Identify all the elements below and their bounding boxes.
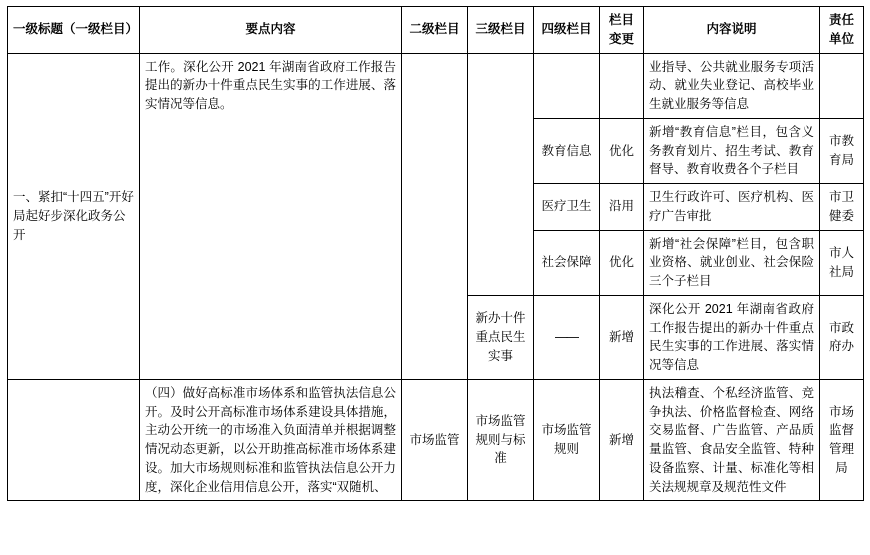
cell-responsible-unit [820, 53, 864, 118]
cell-description: 深化公开 2021 年湖南省政府工作报告提出的新办十件重点民生实事的工作进展、落实情况等信息 [644, 295, 820, 379]
column-header-key-points: 要点内容 [140, 7, 402, 54]
table-header-row [8, 7, 864, 54]
column-header-responsible-unit: 责任单位 [820, 7, 864, 54]
cell-level2: 市场监管 [402, 379, 468, 501]
cell-level1-title: 一、紧扣“十四五”开好局起好步深化政务公开 [8, 53, 140, 379]
cell-description: 卫生行政许可、医疗机构、医疗广告审批 [644, 184, 820, 231]
cell-level3: 新办十件重点民生实事 [468, 295, 534, 379]
cell-level3: 市场监管规则与标准 [468, 379, 534, 501]
cell-level4: 教育信息 [534, 118, 600, 183]
cell-change: 沿用 [600, 184, 644, 231]
cell-key-points: （四）做好高标准市场体系和监管执法信息公开。及时公开高标准市场体系建设具体措施，主动公开统一的市场准入负面清单并根据调整情况动态更新，以公开助推高标准市场体系建设。加大市场规则标准和监管执法信息公开力度，深化企业信用信息公开，落实“双随机、 [140, 379, 402, 501]
cell-level4: 医疗卫生 [534, 184, 600, 231]
column-header-level3: 三级栏目 [468, 7, 534, 54]
cell-level1-title [8, 379, 140, 501]
table-row [8, 53, 864, 118]
cell-description: 新增“社会保障”栏目，包含职业资格、就业创业、社会保险三个子栏目 [644, 230, 820, 295]
cell-level4: 社会保障 [534, 230, 600, 295]
cell-responsible-unit: 市教育局 [820, 118, 864, 183]
cell-responsible-unit: 市政府办 [820, 295, 864, 379]
cell-description: 业指导、公共就业服务专项活动、就业失业登记、高校毕业生就业服务等信息 [644, 53, 820, 118]
column-header-level4: 四级栏目 [534, 7, 600, 54]
cell-change: 优化 [600, 118, 644, 183]
column-header-change: 栏目变更 [600, 7, 644, 54]
cell-level4 [534, 53, 600, 118]
cell-responsible-unit: 市卫健委 [820, 184, 864, 231]
table-body [8, 53, 864, 501]
table-row [8, 379, 864, 501]
cell-level4: 市场监管规则 [534, 379, 600, 501]
cell-responsible-unit: 市场监督管理局 [820, 379, 864, 501]
column-header-level1-title: 一级标题（一级栏目） [8, 7, 140, 54]
cell-responsible-unit: 市人社局 [820, 230, 864, 295]
column-header-description: 内容说明 [644, 7, 820, 54]
column-header-level2: 二级栏目 [402, 7, 468, 54]
cell-change [600, 53, 644, 118]
cell-change: 新增 [600, 295, 644, 379]
cell-change: 新增 [600, 379, 644, 501]
cell-level4: —— [534, 295, 600, 379]
cell-level3 [468, 53, 534, 295]
cell-key-points: 工作。深化公开 2021 年湖南省政府工作报告提出的新办十件重点民生实事的工作进展、落实情况等信息。 [140, 53, 402, 379]
policy-table [7, 6, 864, 501]
cell-change: 优化 [600, 230, 644, 295]
cell-description: 新增“教育信息”栏目，包含义务教育划片、招生考试、教育督导、教育收费各个子栏目 [644, 118, 820, 183]
cell-description: 执法稽查、个私经济监管、竞争执法、价格监督检查、网络交易监督、广告监管、产品质量监管、食品安全监管、特种设备监察、计量、标准化等相关法规规章及规范性文件 [644, 379, 820, 501]
table-header [8, 7, 864, 54]
cell-level2 [402, 53, 468, 379]
